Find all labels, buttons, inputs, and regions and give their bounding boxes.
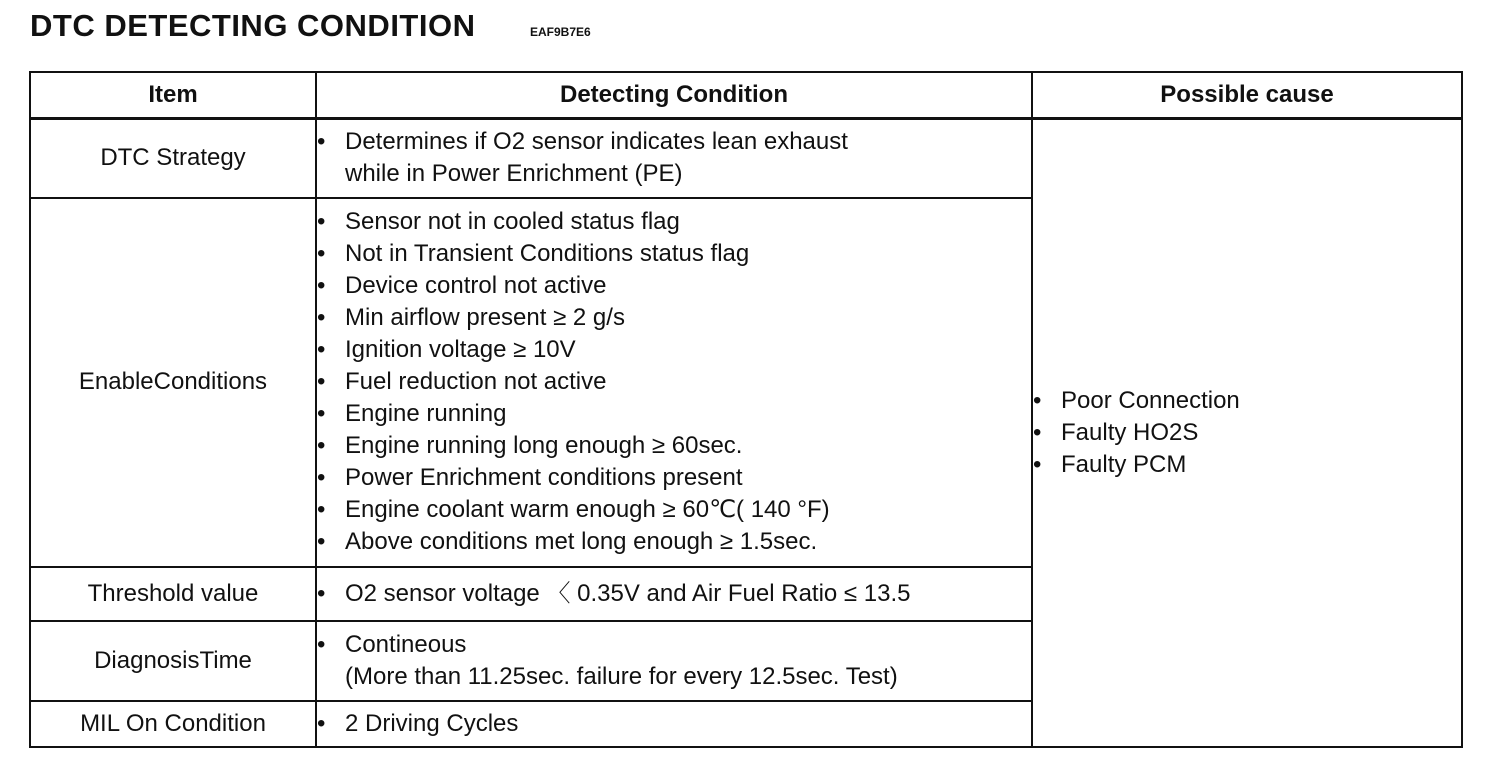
list-item: • Engine running long enough ≥ 60sec. (317, 430, 1031, 462)
header-item: Item (30, 72, 316, 119)
row-conditions-mil-on (316, 701, 1032, 747)
possible-cause-cell (1032, 119, 1462, 747)
row-item-mil-on: MIL On Condition (30, 701, 316, 747)
table-header-row (30, 72, 1462, 119)
condition-text: (More than 11.25sec. failure for every 12.5sec. Test) (345, 662, 898, 690)
list-item: • O2 sensor voltage 〈 0.35V and Air Fuel Ratio ≤ 13.5 (317, 578, 1031, 610)
list-item: • Fuel reduction not active (317, 366, 1031, 398)
list-item: • Sensor not in cooled status flag (317, 206, 1031, 238)
list-item: • Ignition voltage ≥ 10V (317, 334, 1031, 366)
row-item-enable-conditions: EnableConditions (30, 198, 316, 567)
dtc-condition-table (29, 71, 1463, 748)
list-item: • Poor Connection (1033, 385, 1461, 417)
list-item: • Above conditions met long enough ≥ 1.5sec. (317, 526, 1031, 558)
row-conditions-threshold (316, 567, 1032, 621)
page-title: DTC DETECTING CONDITION (30, 8, 476, 43)
list-item: • 2 Driving Cycles (317, 708, 1031, 740)
row-item-dtc-strategy: DTC Strategy (30, 119, 316, 198)
list-item: • Not in Transient Conditions status flag (317, 238, 1031, 270)
row-conditions-enable (316, 198, 1032, 567)
list-item: • Device control not active (317, 270, 1031, 302)
row-conditions-dtc-strategy (316, 119, 1032, 198)
list-item: • Power Enrichment conditions present (317, 462, 1031, 494)
condition-text: while in Power Enrichment (PE) (345, 160, 683, 188)
condition-text: • Determines if O2 sensor indicates lean exhaust (345, 128, 848, 156)
condition-text: • Contineous (345, 630, 467, 658)
list-item: • Faulty PCM (1033, 449, 1461, 481)
row-item-threshold: Threshold value (30, 567, 316, 621)
header-detecting-condition: Detecting Condition (316, 72, 1032, 119)
header-possible-cause: Possible cause (1032, 72, 1462, 119)
list-item: • Min airflow present ≥ 2 g/s (317, 302, 1031, 334)
list-item: • Engine running (317, 398, 1031, 430)
list-item: • Faulty HO2S (1033, 417, 1461, 449)
list-item (317, 629, 1031, 693)
document-code: EAF9B7E6 (530, 25, 591, 39)
list-item (317, 126, 1031, 190)
table-row (30, 119, 1462, 198)
row-conditions-diagnosis-time (316, 621, 1032, 701)
row-item-diagnosis-time: DiagnosisTime (30, 621, 316, 701)
list-item: • Engine coolant warm enough ≥ 60℃( 140 °F) (317, 494, 1031, 526)
